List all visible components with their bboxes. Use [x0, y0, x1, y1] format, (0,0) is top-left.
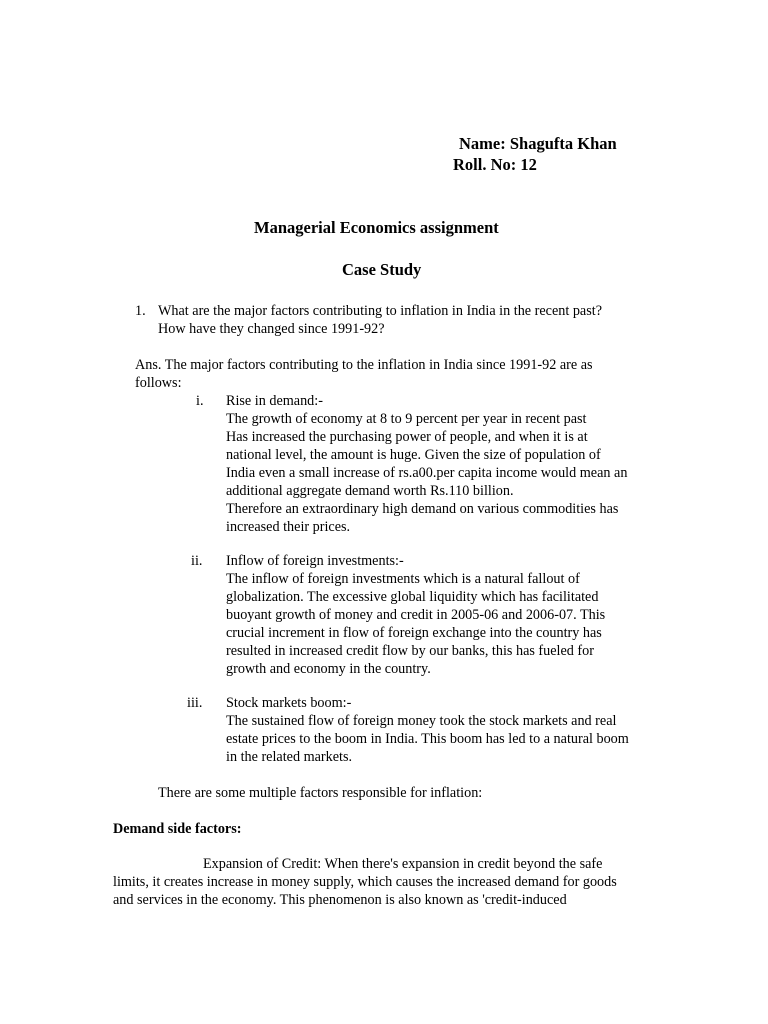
question-number: 1. [135, 303, 146, 319]
student-name: Name: Shagufta Khan [459, 134, 617, 153]
question-line: What are the major factors contributing to inflation in India in the recent past? [158, 303, 602, 319]
factor-stock-markets-boom [226, 694, 629, 766]
factor-rise-in-demand [226, 392, 627, 536]
demand-side-heading: Demand side factors: [113, 821, 242, 837]
factor-heading: Stock markets boom:- [226, 695, 352, 711]
factor-line: growth and economy in the country. [226, 661, 431, 677]
factor-numeral: ii. [191, 553, 203, 569]
factor-line: India even a small increase of rs.a00.per capita income would mean an [226, 465, 628, 481]
factor-foreign-investments [226, 552, 605, 678]
factor-line: Therefore an extraordinary high demand on various commodities has [226, 501, 619, 517]
factor-heading: Inflow of foreign investments:- [226, 553, 404, 569]
assignment-title: Managerial Economics assignment [254, 218, 499, 237]
answer-intro-line: Ans. The major factors contributing to the inflation in India since 1991-92 are as [135, 357, 593, 373]
factor-line: national level, the amount is huge. Given the size of population of [226, 447, 601, 463]
question-line: How have they changed since 1991-92? [158, 321, 385, 337]
factor-numeral: iii. [187, 695, 203, 711]
factor-heading: Rise in demand:- [226, 393, 323, 409]
credit-expansion-paragraph [113, 855, 617, 909]
factor-line: crucial increment in flow of foreign exchange into the country has [226, 625, 602, 641]
factor-line: Has increased the purchasing power of people, and when it is at [226, 429, 588, 445]
paragraph-line: and services in the economy. This phenomenon is also known as 'credit-induced [113, 892, 567, 908]
factor-line: estate prices to the boom in India. This boom has led to a natural boom [226, 731, 629, 747]
factor-line: The sustained flow of foreign money took the stock markets and real [226, 713, 617, 729]
factor-line: buoyant growth of money and credit in 2005-06 and 2006-07. This [226, 607, 606, 623]
paragraph-line: limits, it creates increase in money supply, which causes the increased demand for goods [113, 874, 617, 890]
roll-number: Roll. No: 12 [453, 155, 537, 174]
question-text [158, 302, 602, 338]
factor-line: The inflow of foreign investments which is a natural fallout of [226, 571, 580, 587]
factor-line: increased their prices. [226, 519, 351, 535]
factor-line: additional aggregate demand worth Rs.110 billion. [226, 483, 514, 499]
factor-line: in the related markets. [226, 749, 353, 765]
answer-intro [135, 356, 593, 392]
factor-line: The growth of economy at 8 to 9 percent per year in recent past [226, 411, 587, 427]
factor-line: resulted in increased credit flow by our banks, this has fueled for [226, 643, 594, 659]
paragraph-line: Expansion of Credit: When there's expansion in credit beyond the safe [203, 856, 603, 872]
multiple-factors-sentence: There are some multiple factors responsible for inflation: [158, 785, 483, 801]
case-study-heading: Case Study [342, 260, 422, 279]
factor-line: globalization. The excessive global liquidity which has facilitated [226, 589, 599, 605]
answer-intro-line: follows: [135, 375, 182, 391]
factor-numeral: i. [196, 393, 204, 409]
